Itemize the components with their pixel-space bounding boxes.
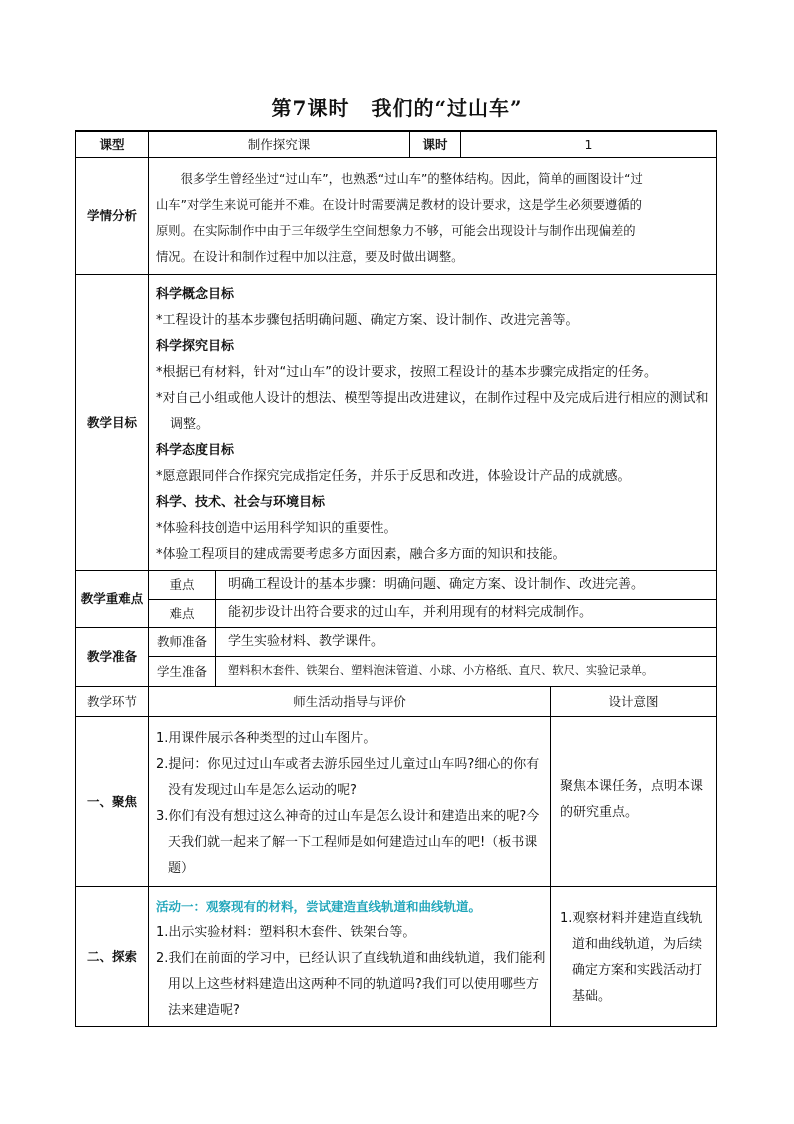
list-item: 1.出示实验材料：塑料积木套件、铁架台等。: [156, 925, 416, 940]
key-point-value: 明确工程设计的基本步骤：明确问题、确定方案、设计制作、改进完善。: [228, 577, 645, 592]
analysis-line: 情况。在设计和制作过程中加以注意，要及时做出调整。: [156, 250, 464, 264]
goal-item: *体验科技创造中运用科学知识的重要性。: [156, 521, 397, 536]
col-header-intent: 设计意图: [608, 693, 659, 709]
activity-title: 活动一：观察现有的材料，尝试建造直线轨道和曲线轨道。: [156, 899, 482, 914]
rule: [75, 716, 717, 717]
teacher-prep-value: 学生实验材料、教学课件。: [228, 634, 385, 649]
teacher-prep-label: 教师准备: [156, 634, 207, 649]
table-right-border: [716, 130, 717, 1027]
key-points-label: 教学重难点: [80, 591, 144, 606]
rule: [75, 157, 717, 158]
analysis-text: [156, 166, 716, 270]
rule: [215, 570, 216, 686]
analysis-line: 山车”对学生来说可能并不难。在设计时需要满足教材的设计要求，这是学生必须要遵循的: [156, 198, 642, 212]
stage-explore-label: 二、探索: [86, 948, 137, 964]
list-item: 3.你们有没有想过这么神奇的过山车是怎么设计和建造出来的呢?今天我们就一起来了解一下工程师是如何建造过山车的吧!（板书课题）: [156, 809, 540, 876]
table-bottom-border: [75, 1026, 717, 1027]
class-hours-value: 1: [584, 136, 593, 152]
rule: [148, 656, 717, 657]
student-prep-value: 塑料积木套件、铁架台、塑料泡沫管道、小球、小方格纸、直尺、软尺、实验记录单。: [228, 664, 654, 677]
explore-activities: [156, 894, 546, 1024]
goal-item: *根据已有材料，针对“过山车”的设计要求，按照工程设计的基本步骤完成指定的任务。: [156, 365, 657, 380]
goal-item: *体验工程项目的建成需要考虑多方面因素，融合多方面的知识和技能。: [156, 547, 566, 562]
goal-heading: 科学概念目标: [156, 287, 235, 302]
goal-item: *愿意跟同伴合作探究完成指定任务，并乐于反思和改进，体验设计产品的成就感。: [156, 469, 631, 484]
col-header-stage: 教学环节: [86, 693, 137, 709]
goals-content: [156, 282, 712, 568]
focus-intent: 聚焦本课任务，点明本课的研究重点。: [560, 779, 704, 820]
goal-heading: 科学探究目标: [156, 339, 235, 354]
analysis-line: 很多学生曾经坐过“过山车”，也熟悉“过山车”的整体结构。因此，简单的画图设计“过: [180, 172, 643, 186]
explore-intent: 1.观察材料并建造直线轨道和曲线轨道，为后续确定方案和实践活动打基础。: [560, 911, 703, 1004]
preparation-label: 教学准备: [86, 649, 137, 664]
analysis-line: 原则。在实际制作中由于三年级学生空间想象力不够，可能会出现设计与制作出现偏差的: [156, 224, 636, 238]
student-prep-label: 学生准备: [156, 663, 207, 679]
rule: [75, 886, 717, 887]
list-item: 1.用课件展示各种类型的过山车图片。: [156, 731, 377, 746]
course-type-value: 制作探究课: [247, 136, 311, 152]
focus-activities: [156, 726, 546, 882]
rule: [75, 274, 717, 275]
list-item: 2.我们在前面的学习中，已经认识了直线轨道和曲线轨道，我们能利用以上这些材料建造出这两种不同的轨道吗?我们可以使用哪些方法来建造呢?: [156, 951, 546, 1018]
goal-heading: 科学态度目标: [156, 443, 235, 458]
course-type-label: 课型: [99, 136, 125, 152]
col-header-activity: 师生活动指导与评价: [293, 693, 406, 709]
difficulty-value: 能初步设计出符合要求的过山车，并利用现有的材料完成制作。: [228, 605, 593, 620]
list-item: 2.提问：你见过过山车或者去游乐园坐过儿童过山车吗?细心的你有没有发现过山车是怎么运动的呢?: [156, 757, 540, 798]
difficulty-label: 难点: [169, 605, 195, 621]
class-hours-label: 课时: [422, 136, 448, 152]
key-point-label: 重点: [169, 577, 195, 592]
goal-item: *工程设计的基本步骤包括明确问题、确定方案、设计制作、改进完善等。: [156, 313, 579, 328]
rule: [550, 686, 551, 1027]
goal-heading: 科学、技术、社会与环境目标: [156, 495, 326, 510]
goal-item: *对自己小组或他人设计的想法、模型等提出改进建议，在制作过程中及完成后进行相应的测试和调整。: [156, 391, 709, 432]
stage-focus-label: 一、聚焦: [86, 793, 137, 809]
analysis-label: 学情分析: [86, 208, 137, 223]
page-title: 第7课时 我们的“过山车”: [271, 96, 523, 120]
goals-label: 教学目标: [86, 414, 137, 430]
